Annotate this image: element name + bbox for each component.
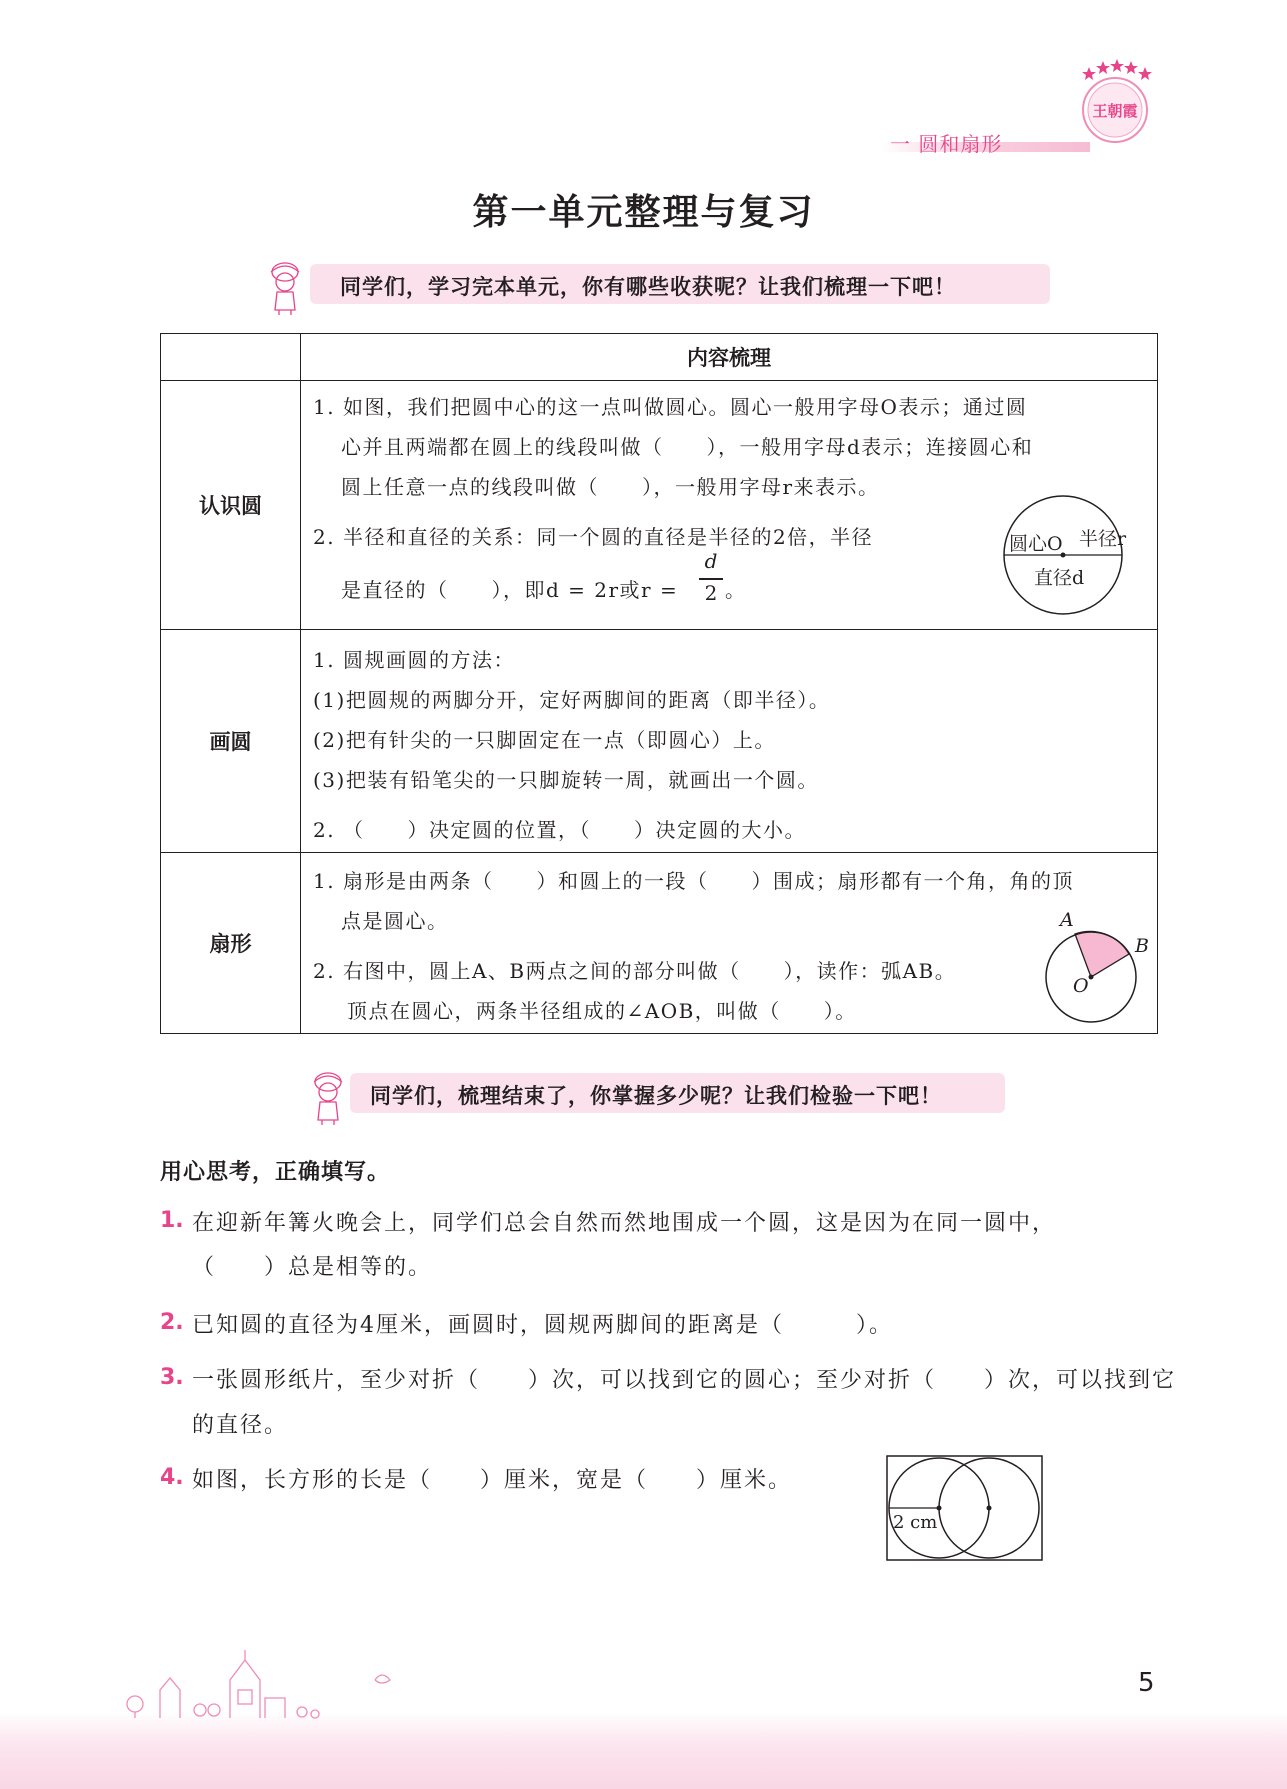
table-row [161, 853, 1158, 1034]
table-corner-cell [161, 334, 301, 381]
content-line: 2. 半径和直径的关系：同一个圆的直径是半径的2倍，半径 [313, 525, 874, 549]
row-content-draw [301, 630, 1158, 853]
question-text: 一张圆形纸片，至少对折（ ）次，可以找到它的圆心；至少对折（ ）次，可以找到它 [192, 1368, 1177, 1393]
question-text: 如图，长方形的长是（ ）厘米，宽是（ ）厘米。 [192, 1468, 793, 1493]
content-line: (3)把装有铅笔尖的一只脚旋转一周，就画出一个圆。 [313, 768, 819, 792]
table-row [161, 381, 1158, 630]
mascot-icon [308, 1068, 348, 1126]
question-text: 已知圆的直径为4厘米，画圆时，圆规两脚间的距离是（ ）。 [192, 1313, 893, 1338]
content-line: (2)把有针尖的一只脚固定在一点（即圆心）上。 [313, 728, 776, 752]
point-o-label: O [1073, 975, 1089, 997]
mascot-icon [265, 258, 305, 316]
banner-check [350, 1073, 1005, 1113]
chapter-tab [880, 128, 1090, 154]
circle-center-label: 圆心O [1009, 533, 1063, 555]
figure-length-label: 2 cm [893, 1512, 938, 1533]
content-line: 。 [725, 578, 747, 602]
point-a-label: A [1060, 909, 1074, 931]
banner-summary [310, 264, 1050, 304]
table-header-row [161, 334, 1158, 381]
content-line: 1. 圆规画圆的方法： [313, 648, 515, 672]
question-text: 的直径。 [192, 1413, 289, 1438]
fraction-bar [699, 578, 723, 580]
row-label-sector: 扇形 [161, 853, 301, 1034]
content-line: 圆上任意一点的线段叫做（ ），一般用字母r来表示。 [341, 475, 880, 499]
content-line: 1. 如图，我们把圆中心的这一点叫做圆心。圆心一般用字母O表示；通过圆 [313, 395, 1028, 419]
table-row [161, 630, 1158, 853]
content-line: 顶点在圆心，两条半径组成的∠AOB，叫做（ ）。 [347, 999, 857, 1023]
point-b-label: B [1135, 935, 1149, 957]
row-label-draw: 画圆 [161, 630, 301, 853]
rectangle-circles-figure [885, 1452, 1045, 1564]
page-title: 第一单元整理与复习 [472, 192, 815, 233]
section-heading: 用心思考，正确填写。 [160, 1160, 391, 1185]
table-header: 内容梳理 [301, 334, 1158, 381]
chapter-label: 一 圆和扇形 [890, 132, 1003, 156]
content-line: 心并且两端都在圆上的线段叫做（ ），一般用字母d表示；连接圆心和 [341, 435, 1034, 459]
content-line: 2. （ ）决定圆的位置，（ ）决定圆的大小。 [313, 818, 806, 842]
content-line: (1)把圆规的两脚分开，定好两脚间的距离（即半径）。 [313, 688, 831, 712]
content-line: 点是圆心。 [341, 909, 449, 933]
content-line: 1. 扇形是由两条（ ）和圆上的一段（ ）围成；扇形都有一个角，角的顶 [313, 869, 1074, 893]
banner-summary-text: 同学们，学习完本单元，你有哪些收获呢？让我们梳理一下吧！ [340, 275, 956, 299]
footer-band [0, 1712, 1287, 1789]
question-number: 2. [160, 1310, 184, 1335]
fraction-numerator: d [704, 549, 718, 573]
row-content-circle [301, 381, 1158, 630]
castle-decoration-icon [120, 1640, 420, 1720]
banner-check-text: 同学们，梳理结束了，你掌握多少呢？让我们检验一下吧！ [370, 1084, 942, 1108]
content-line: 是直径的（ ），即d = 2r或r = [341, 578, 679, 602]
sector-figure [1041, 917, 1141, 1025]
fraction-denominator: 2 [704, 581, 718, 605]
question-number: 1. [160, 1208, 184, 1233]
logo-text: 王朝霞 [1092, 102, 1138, 120]
review-table [160, 333, 1158, 1034]
question-text: （ ）总是相等的。 [192, 1255, 433, 1280]
radius-label: 半径r [1079, 528, 1127, 550]
row-content-sector [301, 853, 1158, 1034]
row-label-circle: 认识圆 [161, 381, 301, 630]
content-line: 2. 右图中，圆上A、B两点之间的部分叫做（ ），读作：弧AB。 [313, 959, 957, 983]
question-number: 4. [160, 1465, 184, 1490]
question-text: 在迎新年篝火晚会上，同学们总会自然而然地围成一个圆，这是因为在同一圆中， [192, 1211, 1057, 1236]
page-number: 5 [1138, 1668, 1155, 1698]
question-number: 3. [160, 1365, 184, 1390]
diameter-label: 直径d [1034, 567, 1085, 589]
